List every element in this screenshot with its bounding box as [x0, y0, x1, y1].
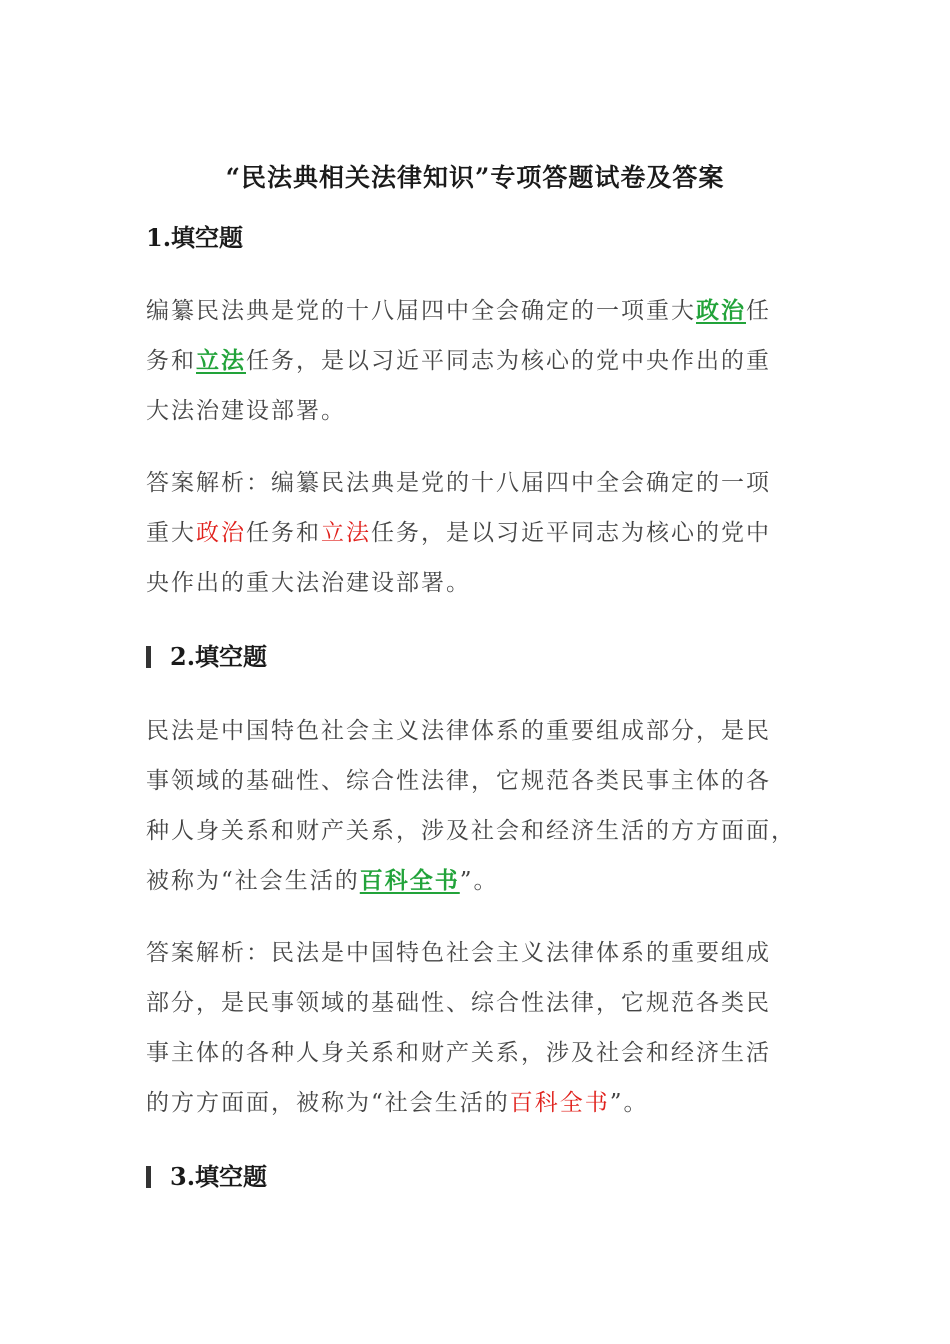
q2-analysis-line-1: 答案解析：民法是中国特色社会主义法律体系的重要组成 — [146, 940, 771, 966]
q2-analysis-line-4: 的方方面面，被称为“社会生活的百科全书”。 — [146, 1090, 649, 1116]
question-1-body — [146, 286, 806, 436]
question-1-heading-text: 1.填空题 — [146, 223, 244, 252]
question-2-heading — [146, 642, 267, 672]
q1-analysis-line-2: 重大政治任务和立法任务，是以习近平同志为核心的党中 — [146, 520, 771, 546]
q1-body-line-2: 务和立法任务，是以习近平同志为核心的党中央作出的重 — [146, 347, 771, 374]
page-title: “民法典相关法律知识”专项答题试卷及答案 — [225, 163, 725, 192]
q2-body-line-2: 事领域的基础性、综合性法律，它规范各类民事主体的各 — [146, 768, 771, 794]
q2-answer-1: 百科全书 — [359, 867, 460, 894]
q1-answer-1: 政治 — [696, 297, 746, 324]
question-3-heading — [146, 1162, 267, 1192]
q1-analysis-line-3: 央作出的重大法治建设部署。 — [146, 570, 471, 596]
heading-bar-marker — [146, 1166, 151, 1188]
question-2-heading-text: 2.填空题 — [170, 642, 268, 671]
heading-bar-marker — [146, 646, 151, 668]
q1-body-line-3: 大法治建设部署。 — [146, 398, 346, 424]
question-2-body — [146, 706, 806, 906]
q2-analysis-line-3: 事主体的各种人身关系和财产关系，涉及社会和经济生活 — [146, 1040, 771, 1066]
q1-analysis-answer-2: 立法 — [321, 520, 371, 546]
q2-body-line-3: 种人身关系和财产关系，涉及社会和经济生活的方方面面， — [146, 818, 796, 844]
q1-answer-2: 立法 — [196, 347, 246, 374]
question-3-heading-text: 3.填空题 — [170, 1162, 268, 1191]
q2-analysis-answer-1: 百科全书 — [509, 1090, 610, 1116]
q1-body-line-1: 编纂民法典是党的十八届四中全会确定的一项重大政治任 — [146, 297, 771, 324]
question-2-analysis — [146, 928, 806, 1128]
question-1-analysis — [146, 458, 806, 608]
question-1-heading — [146, 223, 243, 253]
q2-analysis-line-2: 部分，是民事领域的基础性、综合性法律，它规范各类民 — [146, 990, 771, 1016]
q1-analysis-answer-1: 政治 — [196, 520, 246, 546]
q2-body-line-4: 被称为“社会生活的百科全书”。 — [146, 867, 499, 894]
q2-body-line-1: 民法是中国特色社会主义法律体系的重要组成部分，是民 — [146, 718, 771, 744]
q1-analysis-line-1: 答案解析：编纂民法典是党的十八届四中全会确定的一项 — [146, 470, 771, 496]
